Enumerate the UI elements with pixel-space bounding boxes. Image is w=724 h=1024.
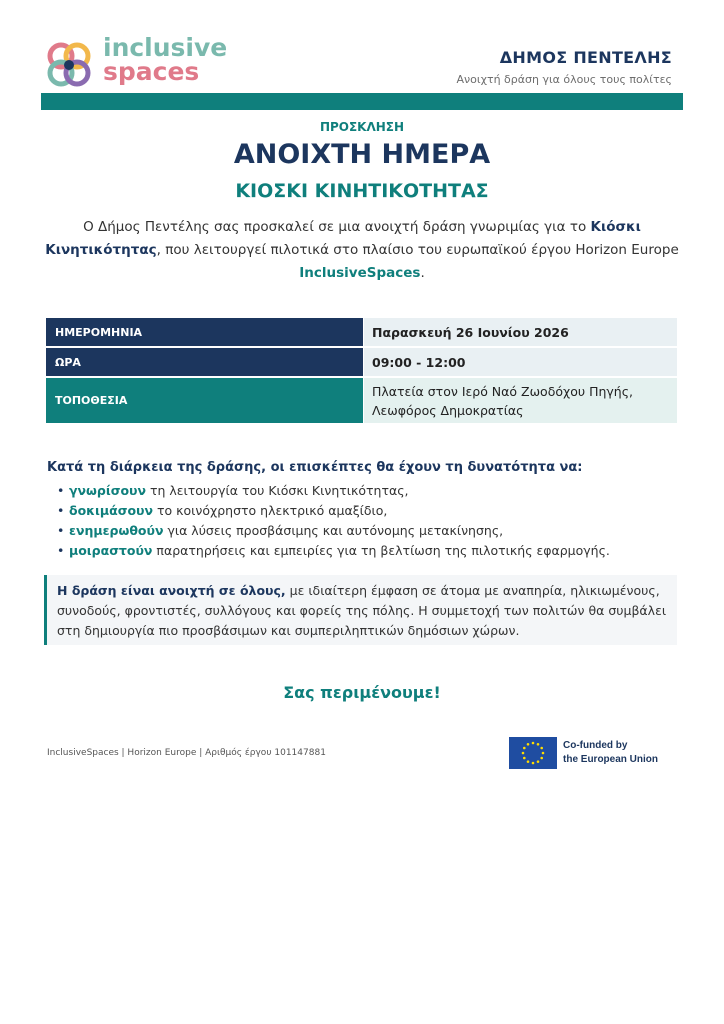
info-value <box>363 378 677 423</box>
organization-name: ΔΗΜΟΣ ΠΕΝΤΕΛΗΣ <box>499 48 672 67</box>
header <box>41 34 683 92</box>
activities-list <box>57 481 610 561</box>
closing-message: Σας περιμένουμε! <box>283 683 441 702</box>
inclusive-spaces-logo-icon <box>41 38 97 94</box>
activity-text: για λύσεις προσβάσιμης και αυτόνομης μετακίνησης, <box>163 523 504 538</box>
organization <box>456 48 672 86</box>
activity-text: το κοινόχρηστο ηλεκτρικό αμαξίδιο, <box>153 503 388 518</box>
eu-funding-badge <box>509 736 677 770</box>
activity-verb: γνωρίσουν <box>69 483 146 498</box>
info-row-location <box>46 378 677 423</box>
activities-heading: Κατά τη διάρκεια της δράσης, οι επισκέπτες θα έχουν τη δυνατότητα να: <box>47 460 583 475</box>
eu-line-2: the European Union <box>563 754 658 765</box>
intro-project-name: InclusiveSpaces <box>299 265 421 281</box>
info-row-date <box>46 318 677 346</box>
header-divider-bar <box>41 93 683 110</box>
footer-note: InclusiveSpaces | Horizon Europe | Αριθμός έργου 101147881 <box>47 748 326 758</box>
eu-funding-text <box>563 739 658 767</box>
list-item <box>57 501 610 521</box>
info-label: ΤΟΠΟΘΕΣΙΑ <box>46 378 363 423</box>
list-item <box>57 541 610 561</box>
callout-text: με ιδιαίτερη έμφαση σε άτομα με αναπηρία, ηλικιωμένους, συνοδούς, φροντιστές, συλλόγους και φορείς της πόλης. Η συμμετοχή των πολιτών θα συμβάλει στη δημιουργία πιο προσβάσιμων και συμπεριληπτικών δημόσιων χώρων. <box>57 583 667 638</box>
page-subtitle: ΚΙΟΣΚΙ ΚΙΝΗΤΙΚΟΤΗΤΑΣ <box>235 180 489 202</box>
brand-line-2: spaces <box>103 57 200 86</box>
info-value: Παρασκευή 26 Ιουνίου 2026 <box>363 318 677 346</box>
info-label: ΩΡΑ <box>46 348 363 376</box>
activity-verb: μοιραστούν <box>69 543 153 558</box>
organization-tagline: Ανοιχτή δράση για όλους τους πολίτες <box>456 73 672 86</box>
eu-flag-icon <box>509 737 557 769</box>
brand-wordmark <box>103 33 228 86</box>
page-title: ΑΝΟΙΧΤΗ ΗΜΕΡΑ <box>233 139 491 170</box>
invitation-kicker: ΠΡΟΣΚΛΗΣΗ <box>319 120 405 134</box>
activity-text: παρατηρήσεις και εμπειρίες για τη βελτίωση της πιλοτικής εφαρμογής. <box>152 543 610 558</box>
list-item <box>57 521 610 541</box>
callout-emphasis: Η δράση είναι ανοιχτή σε όλους, <box>57 583 286 598</box>
activity-text: τη λειτουργία του Κιόσκι Κινητικότητας, <box>146 483 409 498</box>
intro-text-1: Ο Δήμος Πεντέλης σας προσκαλεί σε μια ανοιχτή δράση γνωριμίας για το <box>83 219 591 235</box>
brand-line-1: inclusive <box>103 33 228 62</box>
eu-line-1: Co-funded by <box>563 740 628 751</box>
activity-verb: ενημερωθούν <box>69 523 164 538</box>
event-info-table <box>46 318 677 423</box>
list-item <box>57 481 610 501</box>
intro-text-2: , που λειτουργεί πιλοτικά στο πλαίσιο του ευρωπαϊκού έργου Horizon Europe <box>156 242 679 258</box>
location-line-2: Λεωφόρος Δημοκρατίας <box>372 402 524 418</box>
info-label: ΗΜΕΡΟΜΗΝΙΑ <box>46 318 363 346</box>
inclusion-callout <box>44 575 677 645</box>
intro-kiosk-name: Κιόσκι Κινητικότητας <box>45 219 641 258</box>
info-value: 09:00 - 12:00 <box>363 348 677 376</box>
location-line-1: Πλατεία στον Ιερό Ναό Ζωοδόχου Πηγής, <box>372 383 634 399</box>
activity-verb: δοκιμάσουν <box>69 503 153 518</box>
intro-paragraph <box>44 216 680 285</box>
intro-text-3: . <box>420 265 425 281</box>
info-row-time <box>46 348 677 376</box>
